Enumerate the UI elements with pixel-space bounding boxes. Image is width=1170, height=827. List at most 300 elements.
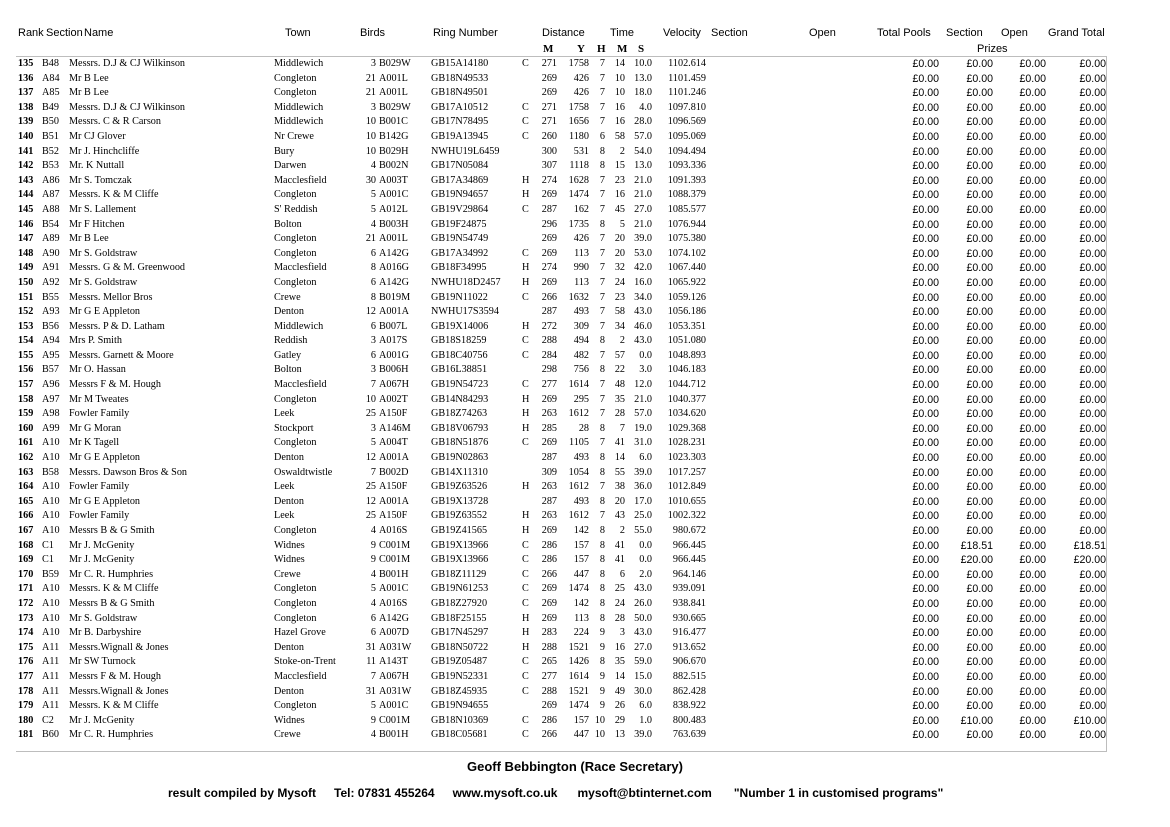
section-cell: A10 <box>42 510 60 522</box>
ring-code-cell: A001L <box>379 72 408 84</box>
grand-total-cell: £18.51 <box>1073 539 1106 552</box>
town-cell: Congleton <box>274 87 317 99</box>
open-prize-cell: £0.00 <box>1019 160 1046 173</box>
open-prize-cell: £0.00 <box>1019 320 1046 333</box>
section-prize-cell: £0.00 <box>966 364 993 377</box>
grand-total-cell: £0.00 <box>1079 670 1106 683</box>
yards-cell: 447 <box>573 729 589 741</box>
section-cell: A88 <box>42 203 60 215</box>
minutes-cell: 16 <box>614 641 625 653</box>
seconds-cell: 46.0 <box>634 320 652 332</box>
name-cell: Mr F Hitchen <box>69 218 125 230</box>
miles-cell: 307 <box>541 160 557 172</box>
velocity-cell: 1074.102 <box>667 247 706 259</box>
table-row <box>0 320 1170 335</box>
birds-cell: 21 <box>365 72 376 84</box>
table-bottom-rule <box>16 751 1107 752</box>
yards-cell: 295 <box>573 393 589 405</box>
footer-compiled: result compiled by Mysoft <box>168 786 317 800</box>
results-table <box>0 57 1170 743</box>
section-prize-cell: £20.00 <box>960 554 993 567</box>
minutes-cell: 2 <box>619 525 625 536</box>
birds-cell: 12 <box>365 495 376 507</box>
clock-cell: C <box>522 729 529 741</box>
section-cell: C2 <box>42 714 54 726</box>
ring-code-cell: B001H <box>379 729 409 741</box>
ring-number-cell: GB18N49533 <box>431 72 489 84</box>
minutes-cell: 29 <box>614 714 625 726</box>
hours-cell: 8 <box>599 218 605 230</box>
hours-cell: 7 <box>599 481 605 493</box>
clock-cell: C <box>522 291 529 303</box>
minutes-cell: 14 <box>614 58 625 69</box>
name-cell: Mr S. Lallement <box>69 203 137 215</box>
hours-cell: 7 <box>599 101 605 113</box>
clock-cell: H <box>522 320 530 332</box>
section-prize-cell: £0.00 <box>966 174 993 187</box>
clock-cell: C <box>522 670 529 682</box>
velocity-cell: 1091.393 <box>667 174 706 186</box>
hours-cell: 8 <box>599 539 605 551</box>
minutes-cell: 16 <box>614 116 625 128</box>
table-row <box>0 509 1170 524</box>
ring-number-cell: GB19V29864 <box>431 203 489 215</box>
total-pools-cell: £0.00 <box>912 714 939 727</box>
birds-cell: 8 <box>370 291 376 303</box>
ring-number-cell: GB19X13728 <box>431 495 489 507</box>
velocity-cell: 1102.614 <box>668 58 706 69</box>
yards-cell: 482 <box>573 349 589 361</box>
birds-cell: 3 <box>370 364 376 376</box>
table-row <box>0 115 1170 130</box>
velocity-cell: 1056.186 <box>667 306 706 318</box>
name-cell: Mr J. Hinchcliffe <box>69 145 140 157</box>
section-prize-cell: £0.00 <box>966 145 993 158</box>
total-pools-cell: £0.00 <box>912 262 939 275</box>
total-pools-cell: £0.00 <box>912 203 939 216</box>
birds-cell: 7 <box>370 379 376 391</box>
yards-cell: 426 <box>573 233 589 245</box>
town-cell: Congleton <box>274 700 317 712</box>
ring-code-cell: A001C <box>379 583 409 595</box>
name-cell: Mr S. Goldstraw <box>69 612 138 624</box>
table-row <box>0 378 1170 393</box>
velocity-cell: 964.146 <box>672 568 706 580</box>
seconds-cell: 50.0 <box>634 612 652 624</box>
total-pools-cell: £0.00 <box>912 116 939 129</box>
seconds-cell: 21.0 <box>634 393 652 405</box>
ring-number-cell: GB18F34995 <box>431 262 487 274</box>
table-row <box>0 436 1170 451</box>
ring-number-cell: GB14N84293 <box>431 393 489 405</box>
velocity-cell: 1095.069 <box>667 130 706 142</box>
seconds-cell: 43.0 <box>634 583 652 595</box>
velocity-cell: 939.091 <box>672 583 706 595</box>
ring-code-cell: B007L <box>379 320 408 332</box>
table-row <box>0 597 1170 612</box>
section-prize-cell: £0.00 <box>966 452 993 465</box>
birds-cell: 4 <box>370 729 376 741</box>
seconds-cell: 19.0 <box>634 422 652 434</box>
hours-cell: 7 <box>599 58 605 69</box>
hours-cell: 7 <box>599 116 605 128</box>
ring-code-cell: B002N <box>379 160 409 172</box>
minutes-cell: 2 <box>619 335 625 347</box>
ring-code-cell: B002D <box>379 466 409 478</box>
miles-cell: 266 <box>541 729 557 741</box>
ring-number-cell: GB19N54749 <box>431 233 489 245</box>
header-section-pools: Section <box>711 27 748 39</box>
open-prize-cell: £0.00 <box>1019 422 1046 435</box>
minutes-cell: 10 <box>614 72 625 84</box>
seconds-cell: 42.0 <box>634 262 652 274</box>
ring-code-cell: B142G <box>379 130 409 142</box>
rank-cell: 141 <box>18 145 34 157</box>
subheader-miles: M <box>543 43 554 55</box>
ring-number-cell: GB18C40756 <box>431 349 488 361</box>
section-cell: B59 <box>42 568 59 580</box>
seconds-cell: 34.0 <box>634 291 652 303</box>
yards-cell: 756 <box>573 364 589 376</box>
section-prize-cell: £0.00 <box>966 393 993 406</box>
town-cell: Congleton <box>274 583 317 595</box>
grand-total-cell: £0.00 <box>1079 495 1106 508</box>
yards-cell: 493 <box>573 306 589 318</box>
town-cell: Macclesfield <box>274 379 327 391</box>
open-prize-cell: £0.00 <box>1019 685 1046 698</box>
table-row <box>0 86 1170 101</box>
town-cell: Congleton <box>274 437 317 449</box>
rank-cell: 143 <box>18 174 34 186</box>
footer-slogan: "Number 1 in customised programs" <box>733 786 944 800</box>
ring-number-cell: GB19N02863 <box>431 452 489 464</box>
miles-cell: 269 <box>541 72 557 84</box>
velocity-cell: 1065.922 <box>667 276 706 288</box>
table-row <box>0 553 1170 568</box>
name-cell: Fowler Family <box>69 481 130 493</box>
header-name: Name <box>84 27 114 39</box>
header-town: Town <box>285 27 311 39</box>
name-cell: Messrs. Garnett & Moore <box>69 349 174 361</box>
open-prize-cell: £0.00 <box>1019 116 1046 129</box>
open-prize-cell: £0.00 <box>1019 145 1046 158</box>
minutes-cell: 45 <box>614 203 625 215</box>
grand-total-cell: £0.00 <box>1079 218 1106 231</box>
clock-cell: C <box>522 349 529 361</box>
section-cell: A10 <box>42 612 60 624</box>
rank-cell: 169 <box>18 554 34 566</box>
grand-total-cell: £0.00 <box>1079 641 1106 654</box>
section-prize-cell: £0.00 <box>966 203 993 216</box>
yards-cell: 1521 <box>568 641 589 653</box>
seconds-cell: 3.0 <box>639 364 652 376</box>
yards-cell: 1474 <box>568 583 589 595</box>
velocity-cell: 1096.569 <box>667 116 706 128</box>
header-section-prizes: Section <box>946 27 983 39</box>
open-prize-cell: £0.00 <box>1019 58 1046 70</box>
section-cell: B56 <box>42 320 59 332</box>
seconds-cell: 57.0 <box>634 408 652 420</box>
ring-code-cell: A031W <box>379 641 412 653</box>
section-cell: A87 <box>42 189 60 201</box>
name-cell: Messrs.Wignall & Jones <box>69 685 169 697</box>
section-prize-cell: £0.00 <box>966 335 993 348</box>
ring-code-cell: A016S <box>379 597 408 609</box>
grand-total-cell: £0.00 <box>1079 116 1106 129</box>
birds-cell: 6 <box>370 627 376 639</box>
ring-number-cell: GB14X11310 <box>431 466 488 478</box>
clock-cell: C <box>522 597 529 609</box>
ring-number-cell: GB18N10369 <box>431 714 489 726</box>
clock-cell: C <box>522 583 529 595</box>
ring-code-cell: A001C <box>379 189 409 201</box>
miles-cell: 284 <box>541 349 557 361</box>
section-prize-cell: £0.00 <box>966 495 993 508</box>
velocity-cell: 1012.849 <box>667 481 706 493</box>
hours-cell: 8 <box>599 525 605 536</box>
open-prize-cell: £0.00 <box>1019 379 1046 392</box>
open-prize-cell: £0.00 <box>1019 437 1046 450</box>
town-cell: Congleton <box>274 597 317 609</box>
section-cell: A91 <box>42 262 60 274</box>
header-rank: Rank <box>18 27 44 39</box>
table-row <box>0 101 1170 116</box>
minutes-cell: 5 <box>619 218 625 230</box>
total-pools-cell: £0.00 <box>912 452 939 465</box>
ring-number-cell: GB19N52331 <box>431 670 489 682</box>
ring-code-cell: C001M <box>379 539 411 551</box>
clock-cell: H <box>522 612 530 624</box>
subheader-seconds: S <box>638 43 645 55</box>
table-row <box>0 714 1170 729</box>
town-cell: Denton <box>274 685 304 697</box>
seconds-cell: 6.0 <box>639 452 652 464</box>
rank-cell: 140 <box>18 130 34 142</box>
clock-cell: H <box>522 189 530 201</box>
rank-cell: 136 <box>18 72 34 84</box>
table-row <box>0 612 1170 627</box>
header-ring-number: Ring Number <box>433 27 498 39</box>
ring-number-cell: NWHU19L6459 <box>431 145 500 157</box>
miles-cell: 288 <box>541 685 557 697</box>
clock-cell: C <box>522 539 529 551</box>
section-prize-cell: £0.00 <box>966 87 993 100</box>
name-cell: Messrs B & G Smith <box>69 597 155 609</box>
yards-cell: 224 <box>573 627 589 639</box>
hours-cell: 8 <box>599 335 605 347</box>
hours-cell: 8 <box>599 554 605 566</box>
table-row <box>0 130 1170 145</box>
minutes-cell: 15 <box>614 160 625 172</box>
birds-cell: 4 <box>370 568 376 580</box>
birds-cell: 5 <box>370 583 376 595</box>
seconds-cell: 53.0 <box>634 247 652 259</box>
open-prize-cell: £0.00 <box>1019 481 1046 494</box>
rank-cell: 144 <box>18 189 34 201</box>
name-cell: Mr M Tweates <box>69 393 129 405</box>
total-pools-cell: £0.00 <box>912 349 939 362</box>
ring-code-cell: A004T <box>379 437 408 449</box>
section-cell: A11 <box>42 670 60 682</box>
clock-cell: C <box>522 101 529 113</box>
yards-cell: 1612 <box>568 408 589 420</box>
hours-cell: 7 <box>599 87 605 99</box>
section-cell: B58 <box>42 466 59 478</box>
ring-code-cell: B001C <box>379 116 408 128</box>
table-row <box>0 626 1170 641</box>
minutes-cell: 41 <box>614 539 625 551</box>
ring-number-cell: GB15A14180 <box>431 58 489 69</box>
hours-cell: 8 <box>599 160 605 172</box>
birds-cell: 10 <box>365 145 376 157</box>
minutes-cell: 22 <box>614 364 625 376</box>
open-prize-cell: £0.00 <box>1019 218 1046 231</box>
rank-cell: 152 <box>18 306 34 318</box>
section-prize-cell: £0.00 <box>966 160 993 173</box>
total-pools-cell: £0.00 <box>912 554 939 567</box>
rank-cell: 145 <box>18 203 34 215</box>
ring-number-cell: GB19N94657 <box>431 189 489 201</box>
rank-cell: 138 <box>18 101 34 113</box>
seconds-cell: 4.0 <box>639 101 652 113</box>
name-cell: Mr B Lee <box>69 72 109 84</box>
town-cell: Congleton <box>274 72 317 84</box>
yards-cell: 447 <box>573 568 589 580</box>
ring-code-cell: A012L <box>379 203 408 215</box>
total-pools-cell: £0.00 <box>912 364 939 377</box>
clock-cell: H <box>522 627 530 639</box>
name-cell: Messrs. C & R Carson <box>69 116 161 128</box>
town-cell: Macclesfield <box>274 174 327 186</box>
velocity-cell: 916.477 <box>672 627 706 639</box>
town-cell: Congleton <box>274 612 317 624</box>
table-row <box>0 685 1170 700</box>
ring-number-cell: GB17N78495 <box>431 116 489 128</box>
birds-cell: 10 <box>365 130 376 142</box>
minutes-cell: 58 <box>614 306 625 318</box>
table-row <box>0 203 1170 218</box>
ring-code-cell: A003T <box>379 174 408 186</box>
miles-cell: 269 <box>541 612 557 624</box>
section-cell: A96 <box>42 379 60 391</box>
velocity-cell: 1076.944 <box>667 218 706 230</box>
name-cell: Fowler Family <box>69 408 130 420</box>
ring-code-cell: A067H <box>379 670 409 682</box>
open-prize-cell: £0.00 <box>1019 87 1046 100</box>
ring-code-cell: A143T <box>379 656 408 668</box>
grand-total-cell: £0.00 <box>1079 247 1106 260</box>
grand-total-cell: £0.00 <box>1079 320 1106 333</box>
ring-number-cell: GB19X13966 <box>431 539 489 551</box>
yards-cell: 1180 <box>569 130 589 142</box>
section-prize-cell: £18.51 <box>960 539 993 552</box>
name-cell: Messrs B & G Smith <box>69 525 155 536</box>
ring-code-cell: A146M <box>379 422 411 434</box>
header-open-pools: Open <box>809 27 836 39</box>
birds-cell: 12 <box>365 306 376 318</box>
miles-cell: 288 <box>541 641 557 653</box>
minutes-cell: 28 <box>614 408 625 420</box>
table-row <box>0 568 1170 583</box>
birds-cell: 3 <box>370 422 376 434</box>
section-prize-cell: £0.00 <box>966 130 993 143</box>
seconds-cell: 36.0 <box>634 481 652 493</box>
total-pools-cell: £0.00 <box>912 87 939 100</box>
grand-total-cell: £0.00 <box>1079 597 1106 610</box>
hours-cell: 8 <box>599 364 605 376</box>
table-row <box>0 422 1170 437</box>
name-cell: Messrs F & M. Hough <box>69 379 161 391</box>
name-cell: Mr J. McGenity <box>69 554 135 566</box>
section-cell: B51 <box>42 130 59 142</box>
seconds-cell: 26.0 <box>634 597 652 609</box>
total-pools-cell: £0.00 <box>912 393 939 406</box>
open-prize-cell: £0.00 <box>1019 203 1046 216</box>
clock-cell: C <box>522 714 529 726</box>
grand-total-cell: £0.00 <box>1079 87 1106 100</box>
name-cell: Messrs.Wignall & Jones <box>69 641 169 653</box>
ring-code-cell: B003H <box>379 218 409 230</box>
rank-cell: 139 <box>18 116 34 128</box>
open-prize-cell: £0.00 <box>1019 276 1046 289</box>
open-prize-cell: £0.00 <box>1019 393 1046 406</box>
section-cell: A10 <box>42 437 60 449</box>
rank-cell: 171 <box>18 583 34 595</box>
grand-total-cell: £0.00 <box>1079 291 1106 304</box>
name-cell: Messrs. K & M Cliffe <box>69 700 159 712</box>
ring-number-cell: GB18Z45935 <box>431 685 488 697</box>
hours-cell: 7 <box>599 437 605 449</box>
hours-cell: 8 <box>599 656 605 668</box>
open-prize-cell: £0.00 <box>1019 729 1046 742</box>
hours-cell: 9 <box>599 627 605 639</box>
section-prize-cell: £0.00 <box>966 349 993 362</box>
table-row <box>0 291 1170 306</box>
grand-total-cell: £0.00 <box>1079 174 1106 187</box>
hours-cell: 9 <box>599 685 605 697</box>
header-velocity: Velocity <box>663 27 701 39</box>
section-prize-cell: £0.00 <box>966 306 993 319</box>
total-pools-cell: £0.00 <box>912 160 939 173</box>
miles-cell: 260 <box>541 130 557 142</box>
rank-cell: 175 <box>18 641 34 653</box>
town-cell: Bolton <box>274 218 302 230</box>
ring-number-cell: GB18N49501 <box>431 87 489 99</box>
clock-cell: C <box>522 116 529 128</box>
rank-cell: 153 <box>18 320 34 332</box>
section-prize-cell: £0.00 <box>966 276 993 289</box>
birds-cell: 3 <box>370 335 376 347</box>
total-pools-cell: £0.00 <box>912 437 939 450</box>
velocity-cell: 906.670 <box>672 656 706 668</box>
section-prize-cell: £0.00 <box>966 233 993 246</box>
footer-web: www.mysoft.co.uk <box>452 786 558 800</box>
section-cell: A10 <box>42 495 60 507</box>
birds-cell: 5 <box>370 203 376 215</box>
table-row <box>0 655 1170 670</box>
open-prize-cell: £0.00 <box>1019 174 1046 187</box>
yards-cell: 990 <box>573 262 589 274</box>
hours-cell: 7 <box>599 379 605 391</box>
birds-cell: 6 <box>370 349 376 361</box>
grand-total-cell: £0.00 <box>1079 203 1106 216</box>
ring-code-cell: A017S <box>379 335 408 347</box>
total-pools-cell: £0.00 <box>912 729 939 742</box>
velocity-cell: 1046.183 <box>667 364 706 376</box>
yards-cell: 1758 <box>568 58 589 69</box>
section-prize-cell: £0.00 <box>966 525 993 537</box>
yards-cell: 1735 <box>568 218 589 230</box>
